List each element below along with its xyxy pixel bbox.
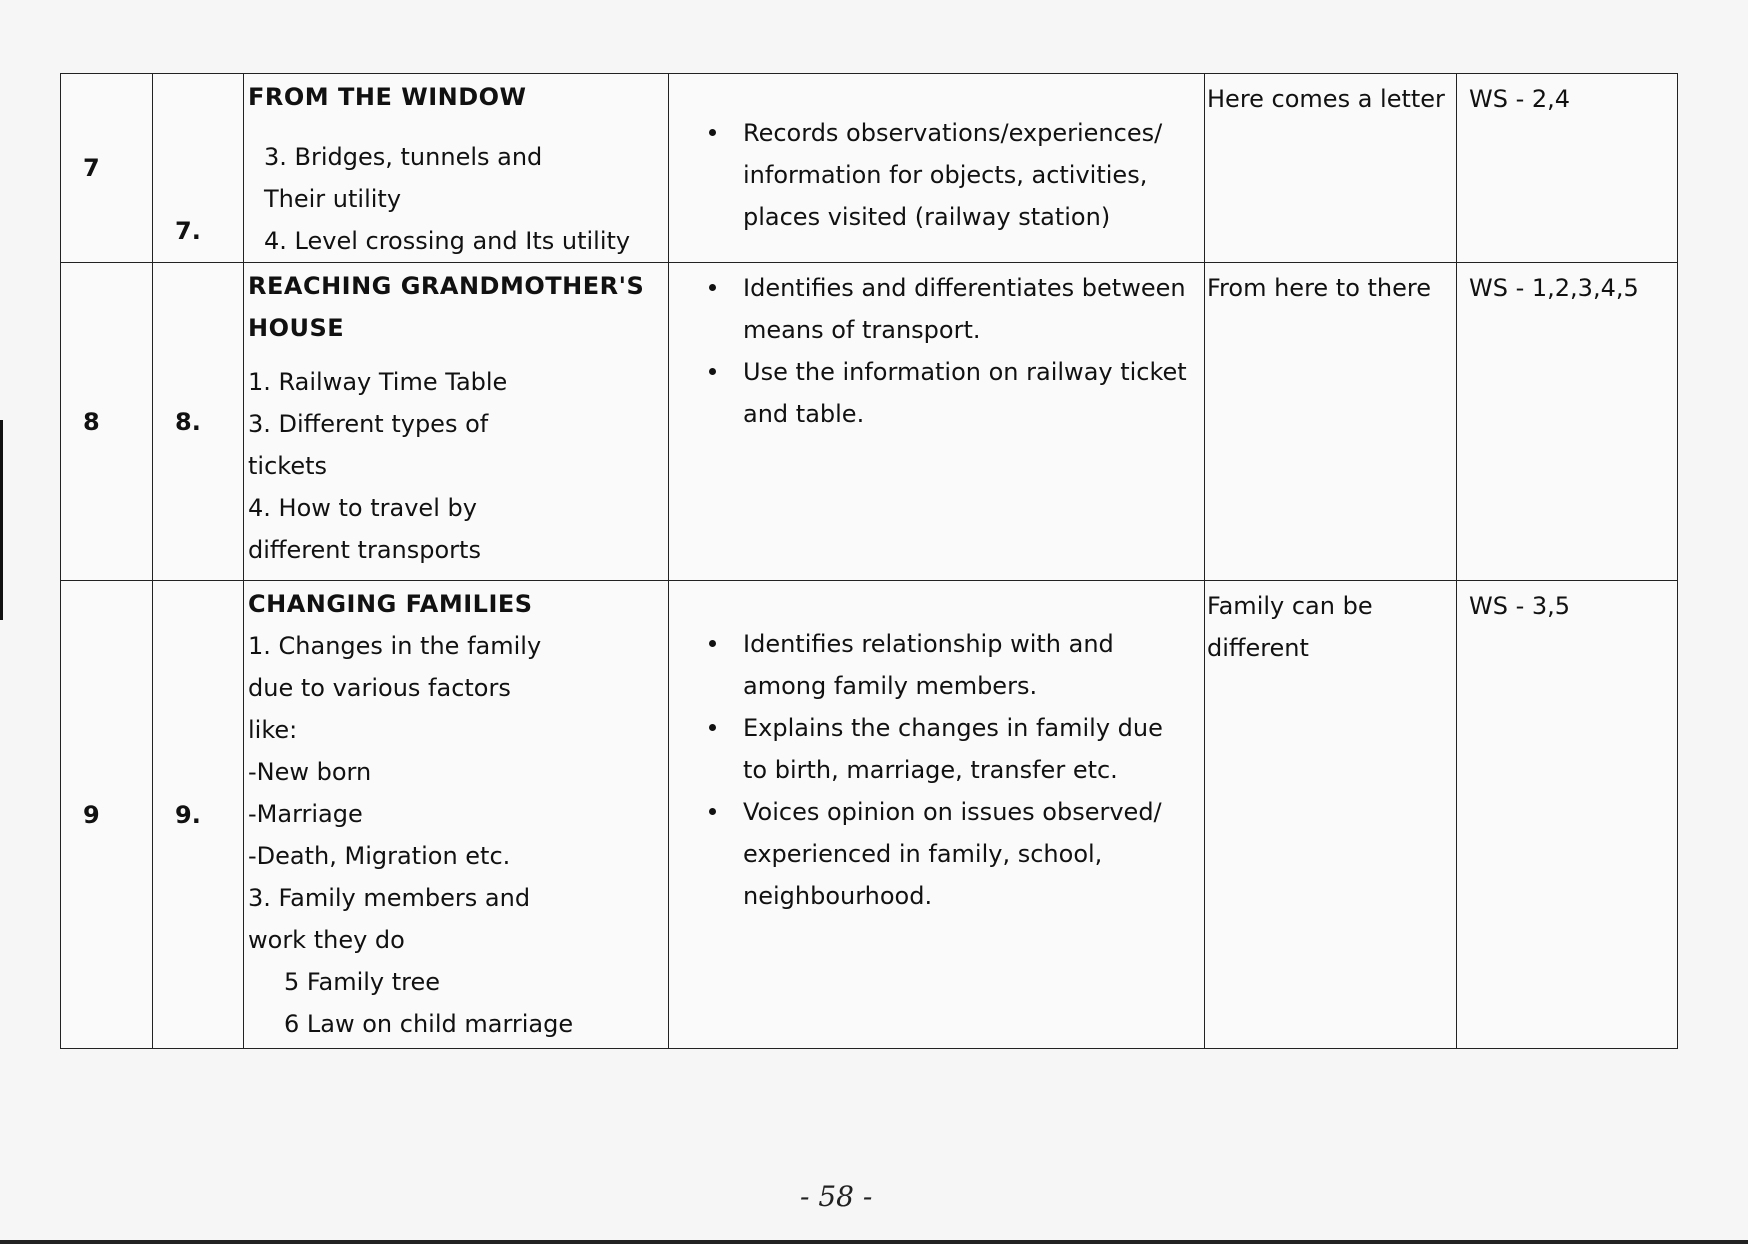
scan-bottom-edge xyxy=(0,1240,1748,1244)
outcome-item: Records observations/experiences/ information for objects, activities, places visited (railway station) xyxy=(705,112,1194,238)
subtopic: work they do xyxy=(248,926,405,954)
lesson-title: From here to there xyxy=(1205,263,1457,581)
subtopic: due to various factors xyxy=(248,674,511,702)
subtopic: 3. Bridges, tunnels and xyxy=(264,143,543,171)
outcome-item: Use the information on railway ticket and table. xyxy=(705,351,1194,435)
row-sub-number: 9. xyxy=(153,581,244,1049)
subtopic: tickets xyxy=(248,452,327,480)
subtopic: 3. Family members and xyxy=(248,884,531,912)
topic-cell xyxy=(244,263,669,581)
subtopic: 4. How to travel by xyxy=(248,494,477,522)
outcome-item: Explains the changes in family due to birth, marriage, transfer etc. xyxy=(705,707,1194,791)
table-row xyxy=(61,74,1678,263)
learning-outcomes xyxy=(669,581,1205,1049)
worksheets: WS - 3,5 xyxy=(1457,581,1678,1049)
table-row xyxy=(61,581,1678,1049)
subtopic: -Marriage xyxy=(248,800,363,828)
row-sub-number: 7. xyxy=(153,74,244,263)
lesson-title: Here comes a letter xyxy=(1205,74,1457,263)
topic-title: REACHING GRANDMOTHER'S HOUSE xyxy=(248,272,645,342)
syllabus-table xyxy=(60,73,1678,1049)
subtopic: 5 Family tree xyxy=(284,968,441,996)
row-number: 7 xyxy=(61,74,153,263)
page-number: - 58 - xyxy=(800,1180,873,1213)
subtopic: 6 Law on child marriage xyxy=(284,1010,574,1038)
subtopic: -New born xyxy=(248,758,372,786)
subtopic: 1. Changes in the family xyxy=(248,632,542,660)
topic-title: FROM THE WINDOW xyxy=(248,83,527,111)
outcome-item: Identifies relationship with and among family members. xyxy=(705,623,1194,707)
subtopic: like: xyxy=(248,716,298,744)
scan-edge-mark xyxy=(0,420,3,620)
subtopic: 3. Different types of xyxy=(248,410,489,438)
topic-title: CHANGING FAMILIES xyxy=(248,590,533,618)
row-number: 8 xyxy=(61,263,153,581)
subtopic: 1. Railway Time Table xyxy=(248,368,508,396)
learning-outcomes xyxy=(669,74,1205,263)
subtopic: 4. Level crossing and Its utility xyxy=(264,227,631,255)
lesson-title: Family can be different xyxy=(1205,581,1457,1049)
topic-cell xyxy=(244,74,669,263)
worksheets: WS - 2,4 xyxy=(1457,74,1678,263)
subtopic: -Death, Migration etc. xyxy=(248,842,511,870)
row-sub-number: 8. xyxy=(153,263,244,581)
outcome-item: Identifies and differentiates between means of transport. xyxy=(705,267,1194,351)
table-row xyxy=(61,263,1678,581)
worksheets: WS - 1,2,3,4,5 xyxy=(1457,263,1678,581)
subtopic: Their utility xyxy=(264,185,402,213)
outcome-item: Voices opinion on issues observed/ experienced in family, school, neighbourhood. xyxy=(705,791,1194,917)
topic-cell xyxy=(244,581,669,1049)
row-number: 9 xyxy=(61,581,153,1049)
learning-outcomes xyxy=(669,263,1205,581)
subtopic: different transports xyxy=(248,536,481,564)
